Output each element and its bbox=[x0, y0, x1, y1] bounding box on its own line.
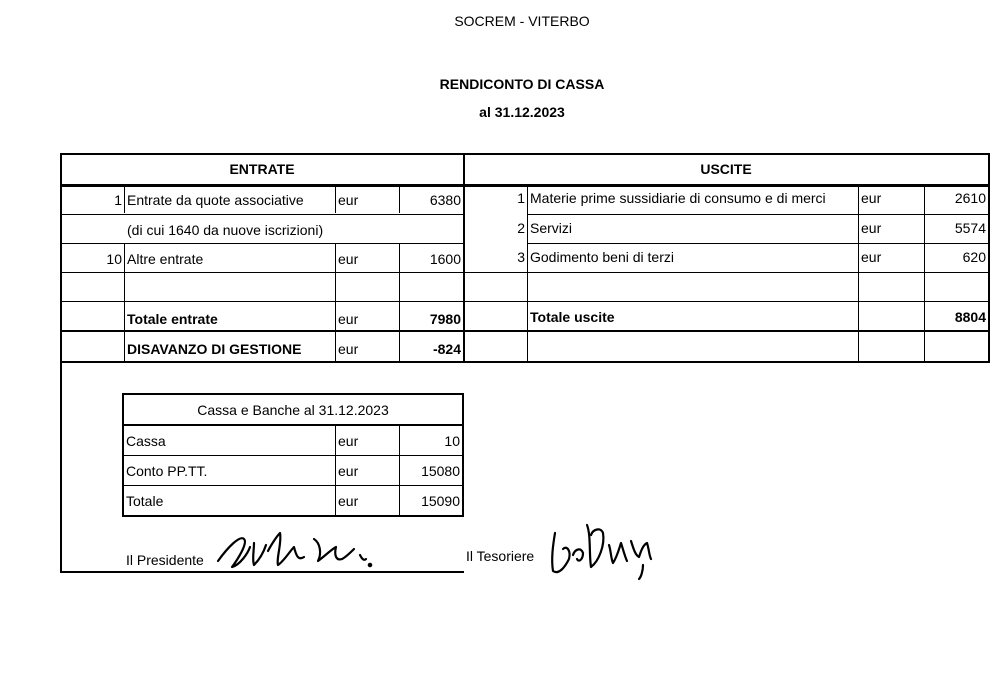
row-description: DISAVANZO DI GESTIONE bbox=[127, 341, 302, 357]
row-unit: eur bbox=[338, 463, 359, 479]
uscite-heading: USCITE bbox=[700, 161, 752, 177]
row-number: 3 bbox=[517, 249, 525, 265]
row-amount: 8804 bbox=[954, 309, 986, 325]
row-amount: 2610 bbox=[954, 190, 986, 206]
row-amount: 15080 bbox=[421, 463, 460, 479]
row-unit: eur bbox=[338, 341, 359, 357]
row-unit: eur bbox=[338, 192, 359, 208]
row-description: Godimento beni di terzi bbox=[530, 249, 674, 265]
row-description: Entrate da quote associative bbox=[127, 192, 304, 208]
entrate-heading: ENTRATE bbox=[229, 161, 295, 177]
row-description: Totale bbox=[126, 493, 164, 509]
row-unit: eur bbox=[861, 220, 882, 236]
president-label: Il Presidente bbox=[126, 552, 204, 568]
row-unit: eur bbox=[338, 311, 359, 327]
row-amount: 620 bbox=[962, 249, 986, 265]
row-description: Cassa bbox=[126, 433, 166, 449]
treasurer-signature bbox=[545, 515, 660, 585]
row-number: 2 bbox=[517, 220, 525, 236]
row-description: Totale entrate bbox=[127, 311, 218, 327]
row-unit: eur bbox=[338, 493, 359, 509]
row-description: Altre entrate bbox=[127, 251, 204, 267]
document-date: al 31.12.2023 bbox=[479, 104, 565, 120]
row-description: Materie prime sussidiarie di consumo e di merci bbox=[530, 190, 826, 206]
row-unit: eur bbox=[861, 249, 882, 265]
treasurer-label: Il Tesoriere bbox=[466, 548, 535, 564]
row-number: 10 bbox=[106, 251, 122, 267]
row-amount: 10 bbox=[444, 433, 460, 449]
row-number: 1 bbox=[517, 190, 525, 206]
row-description: Totale uscite bbox=[530, 309, 615, 325]
row-unit: eur bbox=[861, 190, 882, 206]
row-description: Conto PP.TT. bbox=[126, 463, 208, 479]
row-amount: 15090 bbox=[421, 493, 460, 509]
row-number: 1 bbox=[114, 192, 122, 208]
row-amount: 7980 bbox=[429, 311, 461, 327]
president-signature bbox=[210, 525, 375, 575]
row-amount: -824 bbox=[432, 341, 461, 357]
row-description: Servizi bbox=[530, 220, 573, 236]
row-amount: 6380 bbox=[429, 192, 461, 208]
document-title: RENDICONTO DI CASSA bbox=[439, 76, 605, 92]
row-amount: 5574 bbox=[954, 220, 986, 236]
row-unit: eur bbox=[338, 251, 359, 267]
row-amount: 1600 bbox=[429, 251, 461, 267]
row-unit: eur bbox=[338, 433, 359, 449]
cassa-heading: Cassa e Banche al 31.12.2023 bbox=[197, 402, 389, 418]
row-description: (di cui 1640 da nuove iscrizioni) bbox=[127, 222, 324, 238]
org-name: SOCREM - VITERBO bbox=[454, 13, 590, 29]
